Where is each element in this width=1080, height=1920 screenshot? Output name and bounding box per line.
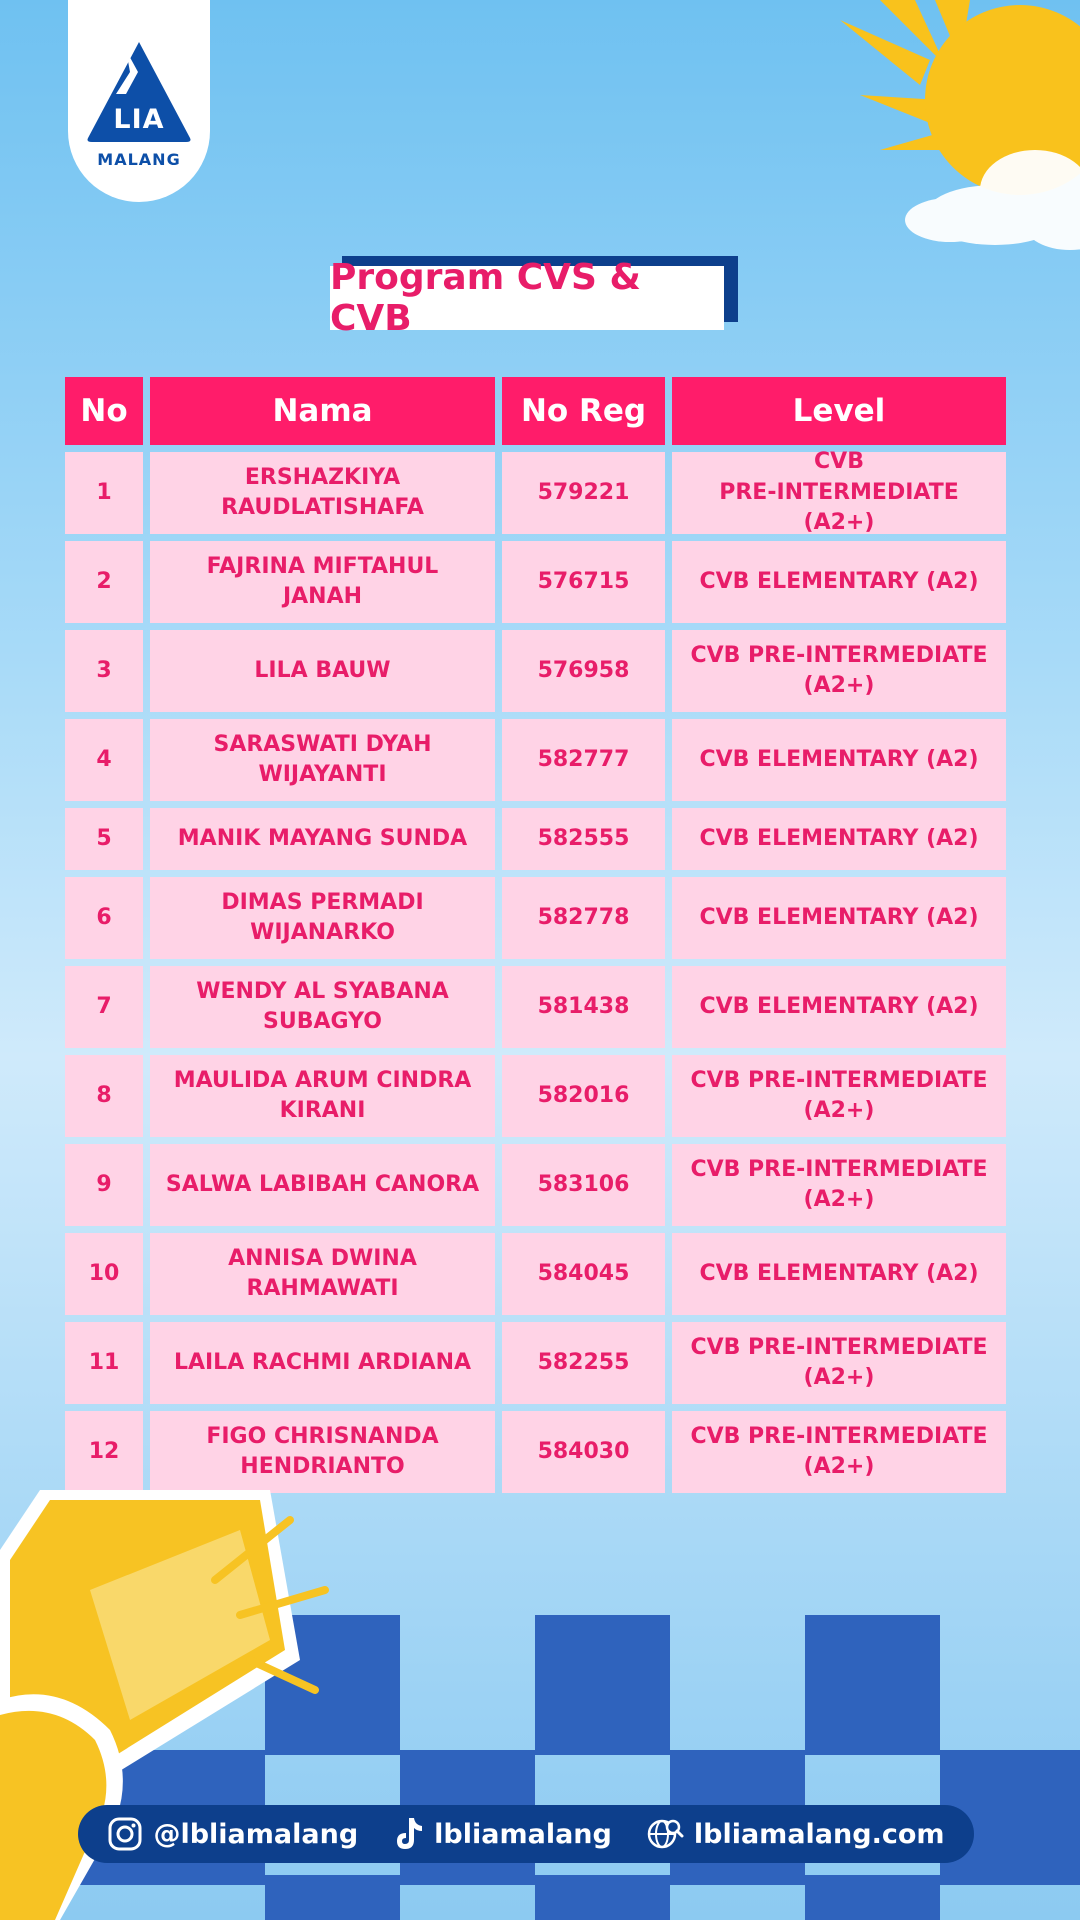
- cell-level: CVB ELEMENTARY (A2): [672, 1233, 1006, 1315]
- cell-nama: FAJRINA MIFTAHUL JANAH: [150, 541, 495, 623]
- cell-no: 7: [65, 966, 143, 1048]
- cell-noreg: 579221: [502, 452, 665, 534]
- tiktok-link[interactable]: [392, 1816, 612, 1852]
- cell-nama: SARASWATI DYAH WIJAYANTI: [150, 719, 495, 801]
- header-noreg: No Reg: [502, 377, 665, 445]
- cell-level: CVB PRE-INTERMEDIATE (A2+): [672, 1055, 1006, 1137]
- cell-no: 6: [65, 877, 143, 959]
- table-row: [0, 719, 1080, 801]
- cell-no: 3: [65, 630, 143, 712]
- cell-no: 2: [65, 541, 143, 623]
- table-row: [0, 1411, 1080, 1493]
- cell-level: CVB ELEMENTARY (A2): [672, 966, 1006, 1048]
- table-row: [0, 1322, 1080, 1404]
- cell-no: 5: [65, 808, 143, 870]
- cell-noreg: 576715: [502, 541, 665, 623]
- cell-noreg: 582777: [502, 719, 665, 801]
- cell-noreg: 582555: [502, 808, 665, 870]
- website-link[interactable]: [646, 1816, 945, 1852]
- table-row: [0, 808, 1080, 870]
- table-row: [0, 877, 1080, 959]
- table-row: [0, 449, 1080, 536]
- cell-no: 11: [65, 1322, 143, 1404]
- tiktok-icon: [392, 1816, 424, 1852]
- cell-noreg: 583106: [502, 1144, 665, 1226]
- cell-no: 10: [65, 1233, 143, 1315]
- cell-nama: ERSHAZKIYA RAUDLATISHAFA: [150, 452, 495, 534]
- header-no: No: [65, 377, 143, 445]
- cell-nama: FIGO CHRISNANDA HENDRIANTO: [150, 1411, 495, 1493]
- cell-level: CVB PRE-INTERMEDIATE (A2+): [672, 630, 1006, 712]
- cell-nama: LILA BAUW: [150, 630, 495, 712]
- cell-level: CVB PRE-INTERMEDIATE (A2+): [672, 452, 1006, 534]
- table-row: [0, 541, 1080, 623]
- cell-nama: WENDY AL SYABANA SUBAGYO: [150, 966, 495, 1048]
- cell-no: 12: [65, 1411, 143, 1493]
- instagram-handle: @lbliamalang: [153, 1818, 359, 1850]
- cell-nama: MANIK MAYANG SUNDA: [150, 808, 495, 870]
- sun-cloud-decoration: [820, 0, 1080, 260]
- cell-level: CVB PRE-INTERMEDIATE (A2+): [672, 1411, 1006, 1493]
- cell-noreg: 582778: [502, 877, 665, 959]
- cell-noreg: 576958: [502, 630, 665, 712]
- table-row: [0, 1233, 1080, 1315]
- table-row: [0, 966, 1080, 1048]
- cell-nama: MAULIDA ARUM CINDRA KIRANI: [150, 1055, 495, 1137]
- cell-no: 1: [65, 452, 143, 534]
- cell-level: CVB PRE-INTERMEDIATE (A2+): [672, 1322, 1006, 1404]
- table-row: [0, 1055, 1080, 1137]
- cell-no: 4: [65, 719, 143, 801]
- table-row: [0, 630, 1080, 712]
- cell-nama: ANNISA DWINA RAHMAWATI: [150, 1233, 495, 1315]
- cell-noreg: 581438: [502, 966, 665, 1048]
- cell-noreg: 584045: [502, 1233, 665, 1315]
- cell-level: CVB ELEMENTARY (A2): [672, 719, 1006, 801]
- cell-no: 8: [65, 1055, 143, 1137]
- globe-search-icon: [646, 1816, 684, 1852]
- cell-noreg: 584030: [502, 1411, 665, 1493]
- cell-level: CVB ELEMENTARY (A2): [672, 541, 1006, 623]
- cell-nama: DIMAS PERMADI WIJANARKO: [150, 877, 495, 959]
- cell-level: CVB ELEMENTARY (A2): [672, 877, 1006, 959]
- social-bar: [78, 1805, 974, 1863]
- cell-no: 9: [65, 1144, 143, 1226]
- cell-nama: SALWA LABIBAH CANORA: [150, 1144, 495, 1226]
- logo-lia-text: LIA: [113, 104, 165, 135]
- table-row: [0, 1144, 1080, 1226]
- page-title: Program CVS & CVB: [330, 266, 724, 330]
- cell-noreg: 582016: [502, 1055, 665, 1137]
- logo-malang-text: MALANG: [97, 150, 181, 169]
- cell-level: CVB PRE-INTERMEDIATE (A2+): [672, 1144, 1006, 1226]
- instagram-icon: [107, 1816, 143, 1852]
- cell-level: CVB ELEMENTARY (A2): [672, 808, 1006, 870]
- cell-nama: LAILA RACHMI ARDIANA: [150, 1322, 495, 1404]
- header-level: Level: [672, 377, 1006, 445]
- cell-noreg: 582255: [502, 1322, 665, 1404]
- tiktok-handle: lbliamalang: [434, 1818, 612, 1850]
- website-url: lbliamalang.com: [693, 1818, 945, 1850]
- lia-logo: [68, 0, 210, 202]
- instagram-link[interactable]: [107, 1816, 358, 1852]
- header-nama: Nama: [150, 377, 495, 445]
